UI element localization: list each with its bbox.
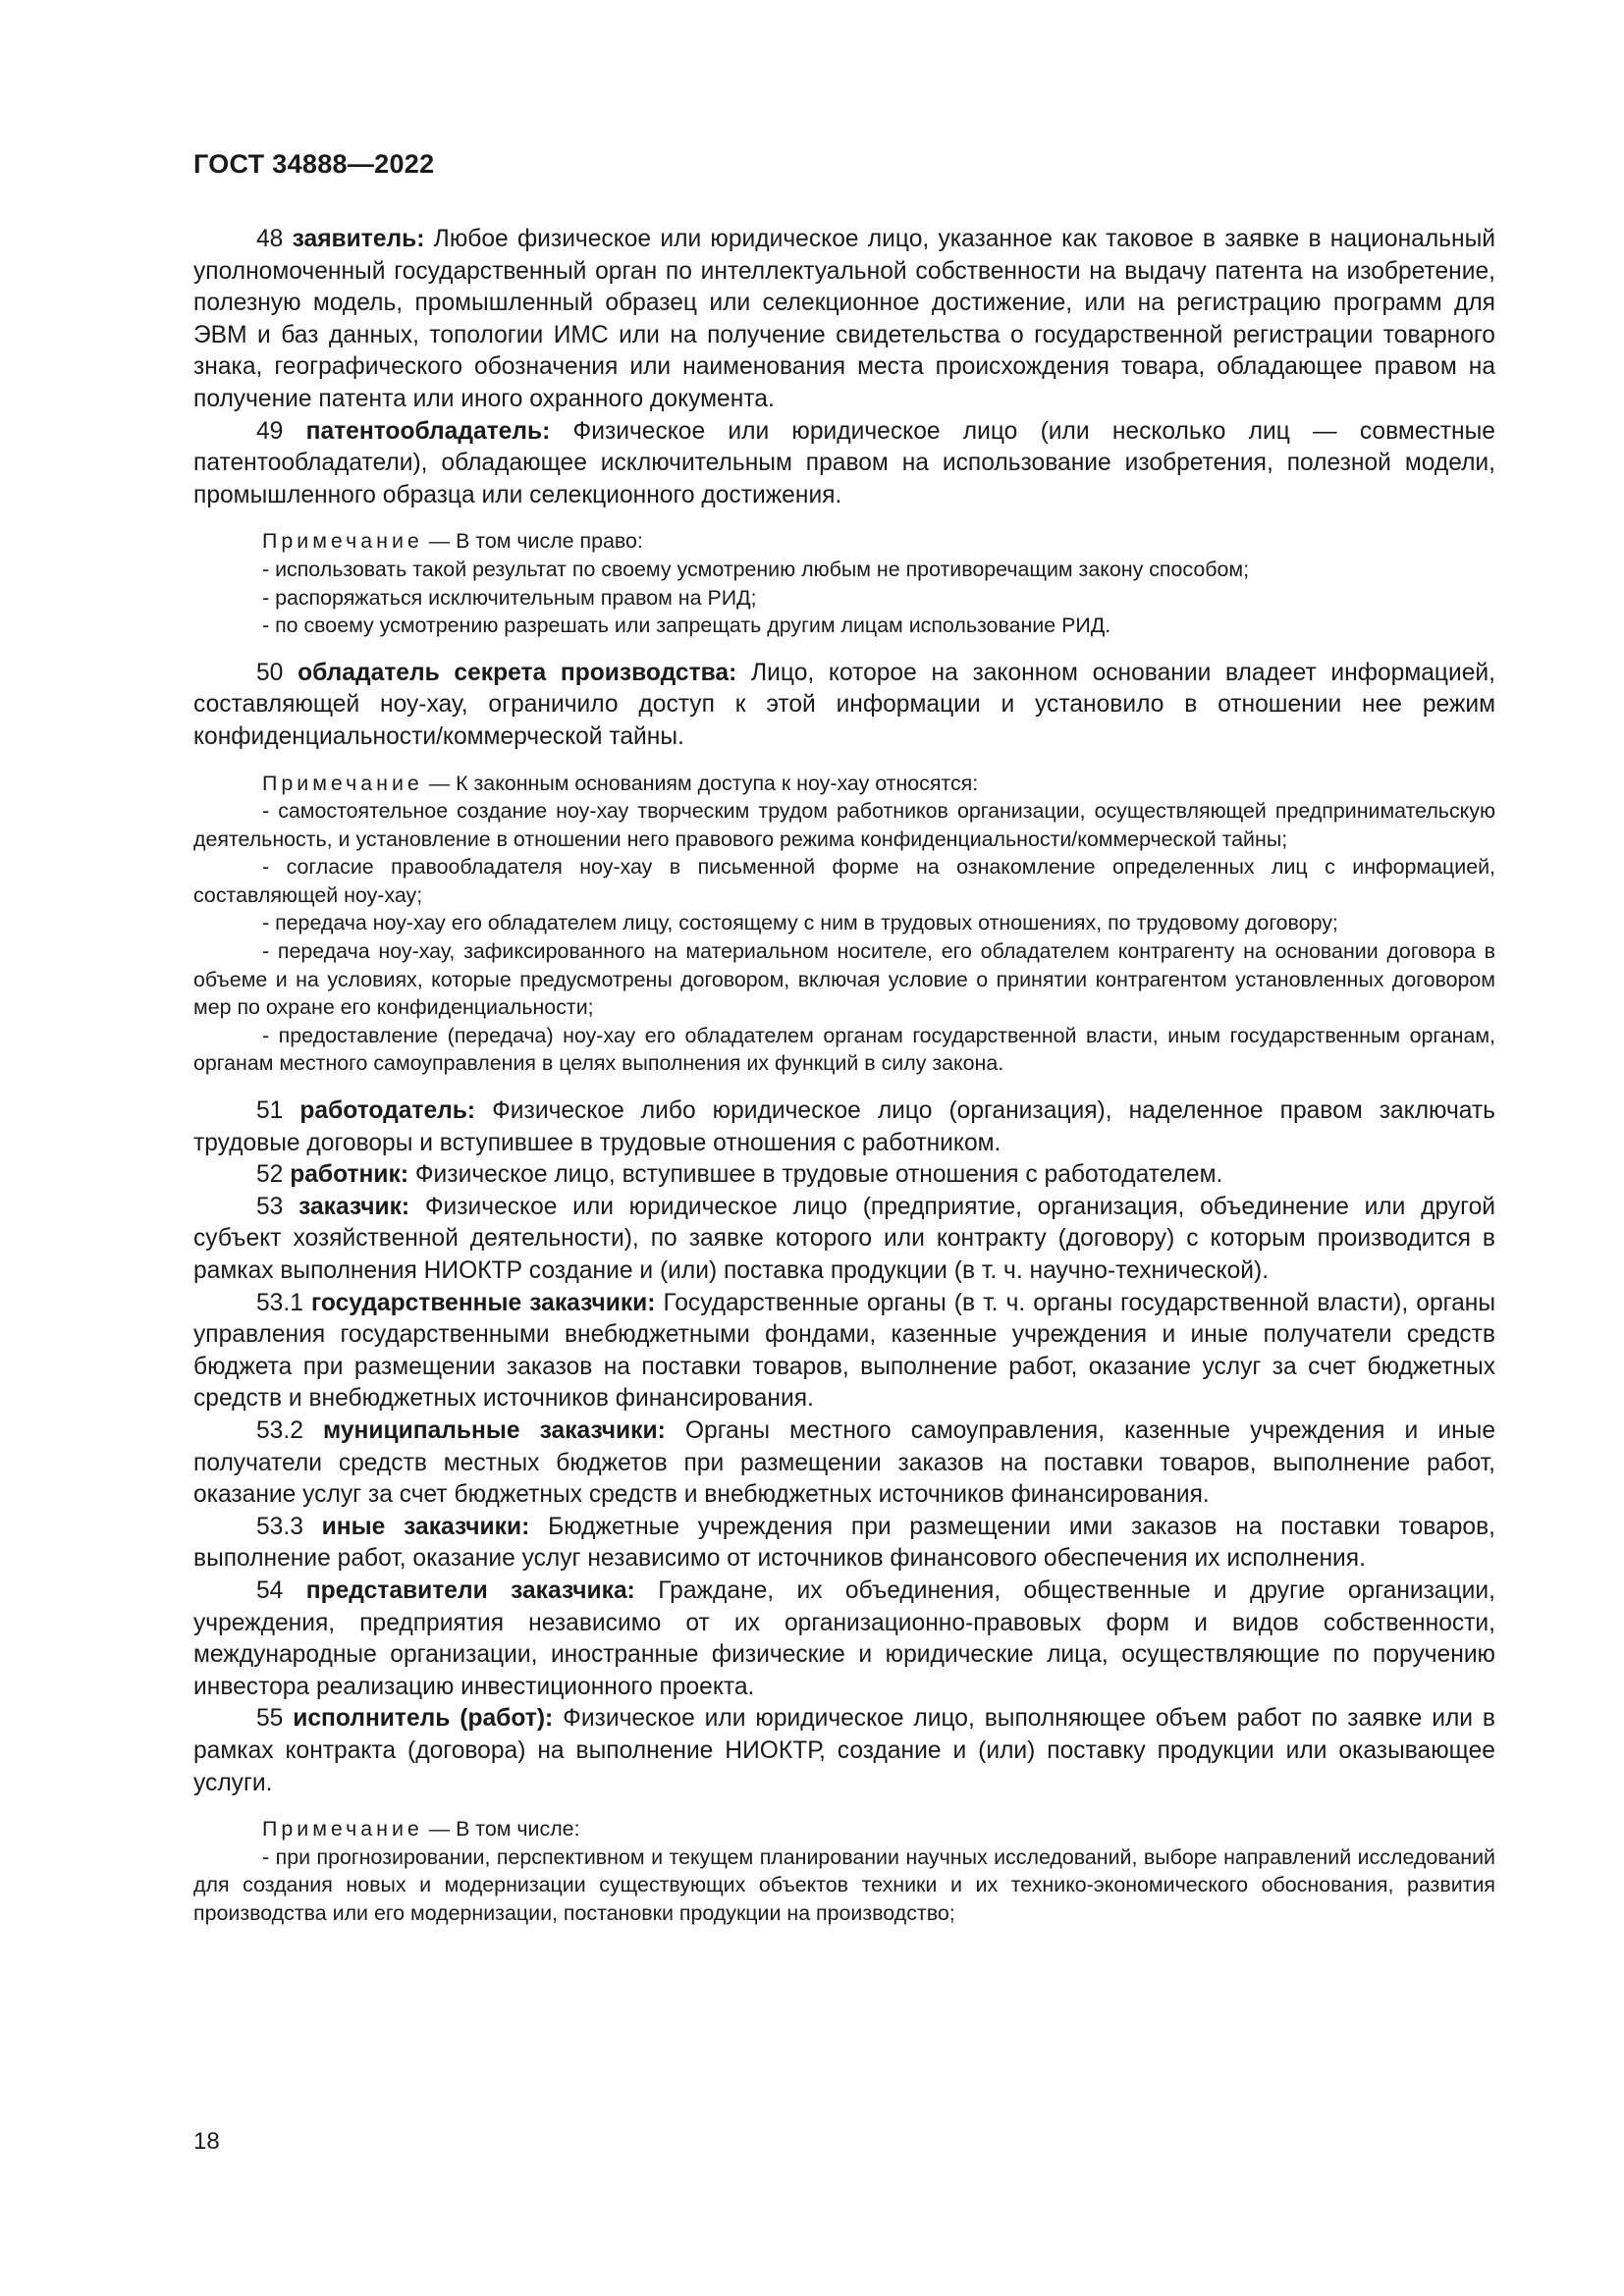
note-49-item: - по своему усмотрению разрешать или запрещать другим лицам использование РИД. [262, 614, 1111, 638]
note-label: Примечание [262, 529, 423, 554]
entry-53-1: 53.1 государственные заказчики: Государственные органы (в т. ч. органы государственной власти), органы управления государственными внебюджетными фондами, казенные учреждения и иные получатели средств бюджета при размещении заказов на поставки товаров, выполнение работ, оказание услуг за счет бюджетных средств и внебюджетных источников финансирования. [193, 1289, 1496, 1413]
term: муниципальные заказчики: [322, 1416, 666, 1444]
document-header: ГОСТ 34888—2022 [193, 149, 435, 179]
entry-54: 54 представители заказчика: Граждане, их объединения, общественные и другие организации, учреждения, предприятия независимо от их организационно-правовых форм и видов собственности, международные организации, иностранные физические и юридические лица, осуществляющие по поручению инвестора реализацию инвестиционного проекта. [193, 1576, 1495, 1700]
term: обладатель секрета производства: [298, 659, 737, 686]
entry-55: 55 исполнитель (работ): Физическое или юридическое лицо, выполняющее объем работ по заявке или в рамках контракта (договора) на выполнение НИОКТР, создание и (или) поставку продукции или оказывающее услуги. [193, 1705, 1495, 1796]
entry-53: 53 заказчик: Физическое или юридическое лицо (предприятие, организация, объединение или другой субъект хозяйственной деятельности), по заявке которого или контракту (договору) с которым производится в рамках выполнения НИОКТР создание и (или) поставка продукции (в т. ч. научно-технической). [193, 1193, 1495, 1284]
term: патентообладатель: [305, 417, 551, 445]
note-label: Примечание [262, 771, 423, 795]
entry-49: 49 патентообладатель: Физическое или юридическое лицо (или несколько лиц — совместные патентообладатели), обладающее исключительным правом на использование изобретения, полезной модели, промышленного образца или селекционного достижения. [193, 417, 1495, 508]
term: государственные заказчики: [310, 1289, 656, 1316]
note-50-item: - передача ноу-хау, зафиксированного на материальном носителе, его обладателем контрагенту на основании договора в объеме и на условиях, которые предусмотрены договором, включая условие о принятии контрагентом установленных договором мер по охране его конфиденциальности; [193, 939, 1495, 1020]
document-body [193, 224, 1495, 1927]
term: заявитель: [292, 226, 425, 252]
note-49-intro: Примечание — В том числе право: [262, 529, 643, 554]
note-49-item: - распоряжаться исключительным правом на РИД; [262, 585, 757, 610]
note-55-item: - при прогнозировании, перспективном и текущем планировании научных исследований, выборе направлений исследований для создания новых и модернизации существующих объектов техники и их технико-экономического обоснования, развития производства или его модернизации, постановки продукции на производство; [193, 1844, 1495, 1925]
note-50-intro: Примечание — К законным основаниям доступа к ноу-хау относятся: [262, 771, 979, 795]
note-50-item: - предоставление (передача) ноу-хау его обладателем органам государственной власти, иным государственным органам, органам местного самоуправления в целях выполнения их функций в силу закона. [193, 1023, 1495, 1076]
note-50-item: - передача ноу-хау его обладателем лицу, состоящему с ним в трудовых отношениях, по трудовому договору; [262, 911, 1338, 935]
entry-53-3: 53.3 иные заказчики: Бюджетные учреждения при размещении ими заказов на поставки товаров, выполнение работ, оказание услуг независимо от источников финансового обеспечения их исполнения. [193, 1513, 1495, 1573]
term: иные заказчики: [321, 1513, 530, 1540]
entry-53-2: 53.2 муниципальные заказчики: Органы местного самоуправления, казенные учреждения и иные получатели средств местных бюджетов при размещении заказов на поставки товаров, выполнение работ, оказание услуг за счет бюджетных средств и внебюджетных источников финансирования. [193, 1416, 1496, 1509]
note-50-item: - согласие правообладателя ноу-хау в письменной форме на ознакомление определенных лиц с информацией, составляющей ноу-хау; [193, 855, 1495, 907]
page-number: 18 [193, 2128, 220, 2155]
entry-52: 52 работник: Физическое лицо, вступившее в трудовые отношения с работодателем. [256, 1161, 1223, 1189]
entry-50: 50 обладатель секрета производства: Лицо, которое на законном основании владеет информацией, составляющей ноу-хау, ограничило доступ к этой информации и установило в отношении нее режим конфиденциальности/коммерческой тайны. [193, 659, 1495, 750]
term: работодатель: [299, 1097, 476, 1125]
note-label: Примечание [262, 1817, 423, 1842]
entry-48: 48 заявитель: Любое физическое или юридическое лицо, указанное как таковое в заявке в национальный уполномоченный государственный орган по интеллектуальной собственности на выдачу патента на изобретение, полезную модель, промышленный образец или селекционное достижение, или на регистрацию программ для ЭВМ и баз данных, топологии ИМС или на получение свидетельства о государственной регистрации товарного знака, географического обозначения или наименования места происхождения товара, обладающее правом на получение патента или иного охранного документа. [193, 226, 1495, 412]
term: исполнитель (работ): [293, 1705, 554, 1733]
term: работник: [290, 1161, 409, 1189]
note-49-item: - использовать такой результат по своему усмотрению любым не противоречащим закону способом; [262, 557, 1250, 581]
note-50-item: - самостоятельное создание ноу-хау творческим трудом работников организации, осуществляющей предпринимательскую деятельность, и установление в отношении него правового режима конфиденциальности/коммерческой тайны; [193, 799, 1495, 851]
entry-51: 51 работодатель: Физическое либо юридическое лицо (организация), наделенное правом заключать трудовые договоры и вступившее в трудовые отношения с работником. [193, 1097, 1495, 1156]
term: заказчик: [298, 1193, 410, 1220]
term: представители заказчика: [305, 1576, 635, 1604]
note-55-intro: Примечание — В том числе: [262, 1817, 580, 1842]
